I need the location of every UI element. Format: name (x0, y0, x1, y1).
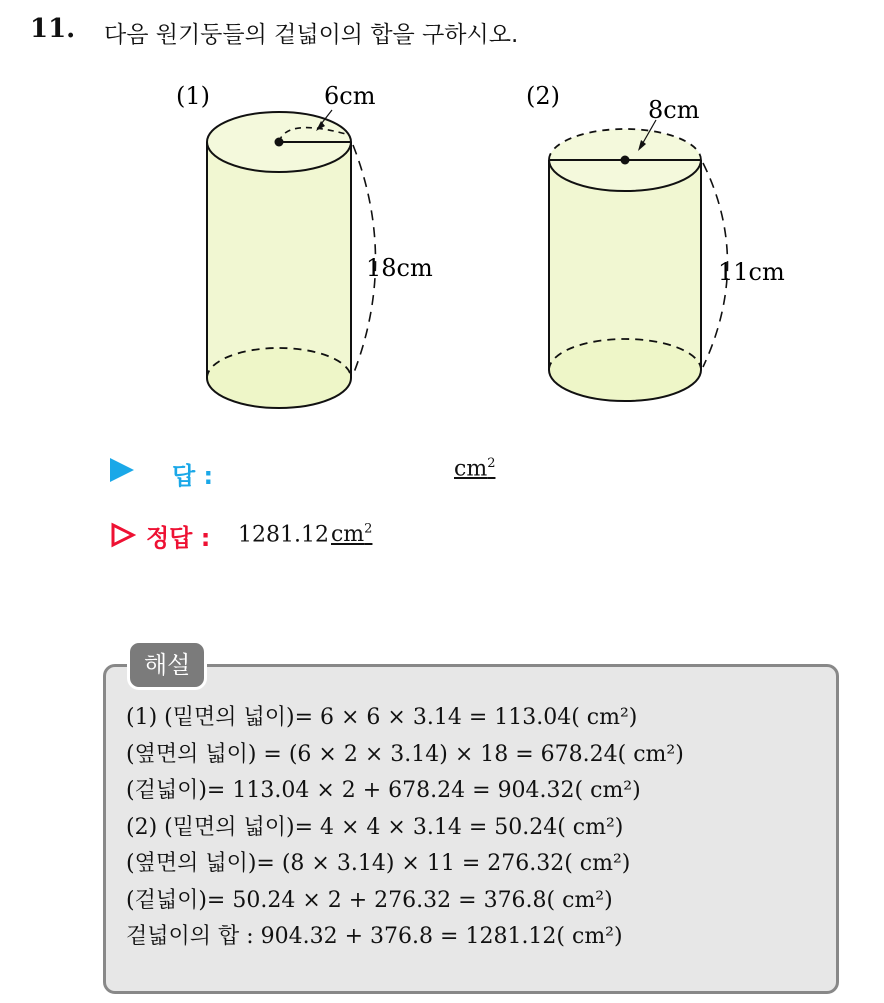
cylinder-1 (176, 82, 433, 408)
explanation-line: (2) (밑면의 넓이)= 4 × 4 × 3.14 = 50.24( cm²) (126, 814, 624, 840)
answer-row (110, 452, 610, 492)
explanation-line: (1) (밑면의 넓이)= 6 × 6 × 3.14 = 113.04( cm²) (126, 705, 638, 730)
question-text: 다음 원기둥들의 겉넓이의 합을 구하시오. (104, 22, 519, 48)
question-number: 11. (30, 14, 76, 44)
correct-answer-label: 정답 : (146, 524, 211, 552)
correct-play-outline-icon (110, 522, 136, 548)
answer-unit: $cm^2$ (454, 456, 496, 482)
figure-2-label: (2) (526, 82, 560, 110)
correct-answer-row (110, 514, 610, 554)
figure-2-diameter: 8cm (648, 96, 700, 124)
figure-1-radius: 6cm (324, 82, 376, 110)
explanation-line: (겉넓이)= 113.04 × 2 + 678.24 = 904.32( cm²) (126, 778, 641, 803)
explanation-line: (겉넓이)= 50.24 × 2 + 276.32 = 376.8( cm²) (126, 887, 613, 913)
figure-1-height: 18cm (366, 254, 433, 282)
figure-1-label: (1) (176, 82, 210, 110)
explanation-tag: 해설 (127, 640, 207, 690)
explanation-line: 겉넓이의 합 : 904.32 + 376.8 = 1281.12( cm²) (126, 924, 623, 949)
cylinder-2 (526, 82, 785, 401)
answer-label: 답 : (172, 462, 214, 490)
cylinder-figures (0, 70, 884, 430)
explanation-line: (옆면의 넓이) = (6 × 2 × 3.14) × 18 = 678.24( cm²) (126, 741, 684, 767)
figure-2-height: 11cm (718, 258, 785, 286)
explanation-line: (옆면의 넓이)= (8 × 3.14) × 11 = 276.32( cm²) (126, 851, 631, 876)
correct-answer-value: $1281.12cm^2$ (238, 522, 373, 548)
explanation-lines (126, 700, 826, 956)
answer-play-icon (110, 458, 134, 482)
